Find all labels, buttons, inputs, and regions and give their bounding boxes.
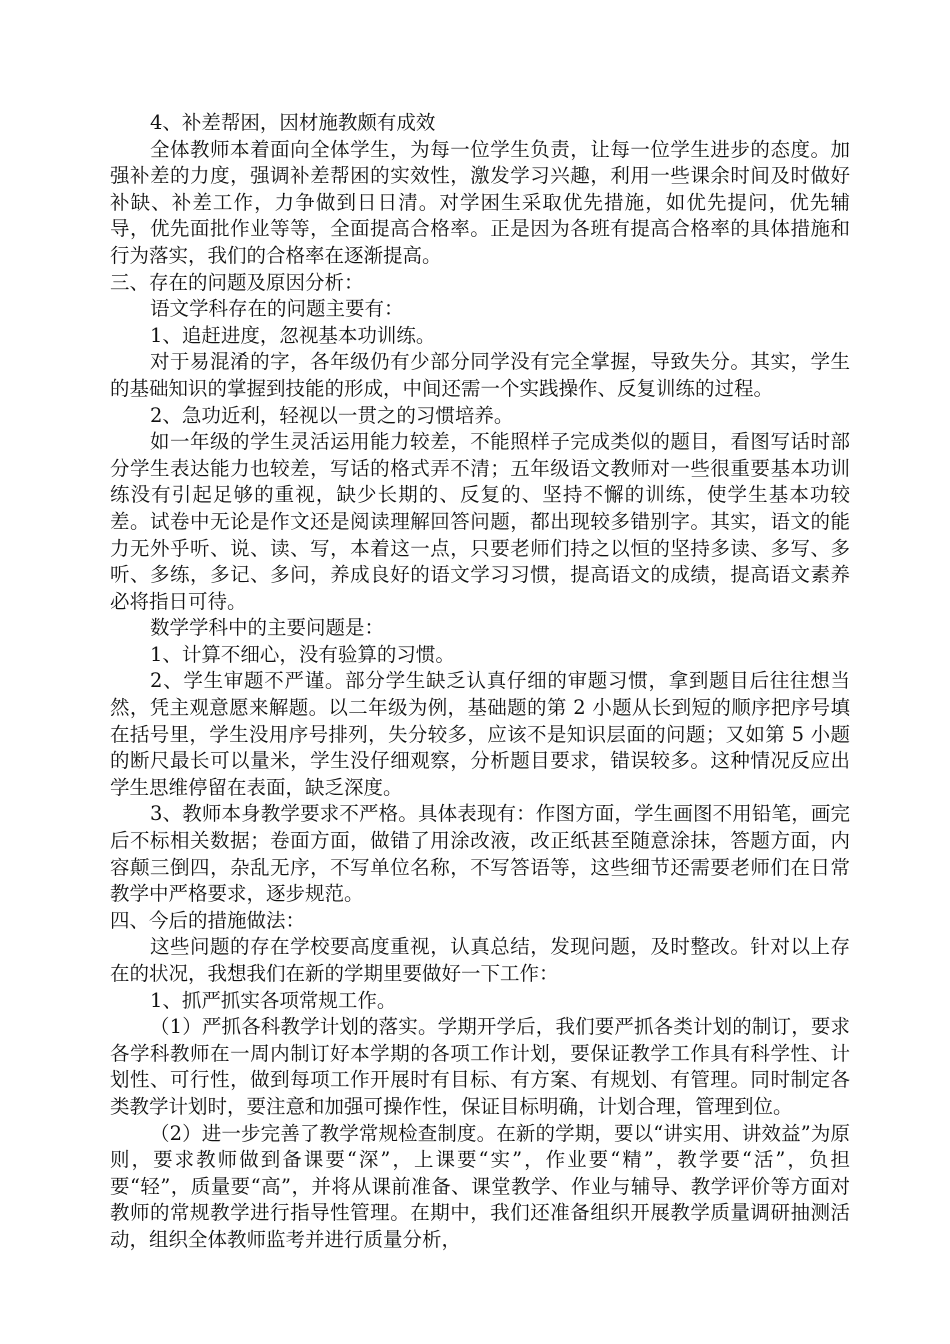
paragraph-chinese-point-2-body: 如一年级的学生灵活运用能力较差，不能照样子完成类似的题目，看图写话时部分学生表达能力也较差，写话的格式弄不清；五年级语文教师对一些很重要基本功训练没有引起足够的重视，缺少长期的、反复的、坚持不懈的训练，使学生基本功较差。试卷中无论是作文还是阅读理解回答问题，都出现较多错别字。其实，语文的能力无外乎听、说、读、写，本着这一点，只要老师们持之以恒的坚持多读、多写、多听、多练，多记、多问，养成良好的语文学习习惯，提高语文的成绩，提高语文素养必将指日可待。: [110, 430, 850, 613]
section-heading-measures: 四、今后的措施做法：: [110, 908, 306, 932]
paragraph-math-intro: 数学学科中的主要问题是：: [150, 616, 385, 640]
paragraph-remedial-body: 全体教师本着面向全体学生，为每一位学生负责，让每一位学生进步的态度。加强补差的力度，强调补差帮困的实效性，激发学习兴趣，利用一些课余时间及时做好补缺、补差工作，力争做到日日清。对学困生采取优先措施，如优先提问，优先辅导，优先面批作业等等，全面提高合格率。正是因为各班有提高合格率的具体措施和行为落实，我们的合格率在逐渐提高。: [110, 137, 850, 267]
paragraph-math-point-3: 3、教师本身教学要求不严格。具体表现有：作图方面，学生画图不用铅笔，画完后不标相关数据；卷面方面，做错了用涂改液，改正纸甚至随意涂抹，答题方面，内容颠三倒四，杂乱无序，不写单位名称，不写答语等，这些细节还需要老师们在日常教学中严格要求，逐步规范。: [110, 802, 850, 906]
paragraph-chinese-intro: 语文学科存在的问题主要有：: [150, 297, 404, 321]
paragraph-math-point-2: 2、学生审题不严谨。部分学生缺乏认真仔细的审题习惯，拿到题目后往往想当然，凭主观意愿来解题。以二年级为例，基础题的第 2 小题从长到短的顺序把序号填在括号里，学生没用序号排列，失分较多，应该不是知识层面的问题；又如第 5 小题的断尺最长可以量米，学生没仔细观察，分析题目要求，错误较多。这种情况反应出学生思维停留在表面，缺乏深度。: [110, 669, 850, 799]
paragraph-measures-intro: 这些问题的存在学校要高度重视，认真总结，发现问题，及时整改。针对以上存在的状况，我想我们在新的学期里要做好一下工作：: [110, 935, 850, 985]
paragraph-remedial-heading: 4、补差帮困，因材施教颇有成效: [150, 111, 436, 134]
paragraph-measures-sub-2: （2）进一步完善了教学常规检查制度。在新的学期，要以“讲实用、讲效益”为原则，要求教师做到备课要“深”，上课要“实”，作业要“精”，教学要“活”，负担要“轻”，质量要“高”，并将从课前准备、课堂教学、作业与辅导、教学评价等方面对教师的常规教学进行指导性管理。在期中，我们还准备组织开展教学质量调研抽测活动，组织全体教师监考并进行质量分析，: [110, 1121, 850, 1251]
document-body: [110, 110, 850, 1254]
paragraph-chinese-point-1-body: 对于易混淆的字，各年级仍有少部分同学没有完全掌握，导致失分。其实，学生的基础知识的掌握到技能的形成，中间还需一个实践操作、反复训练的过程。: [110, 350, 850, 400]
section-heading-problems: 三、存在的问题及原因分析：: [110, 270, 364, 294]
paragraph-math-point-1: 1、计算不细心，没有验算的习惯。: [150, 642, 455, 666]
paragraph-measures-sub-1: （1）严抓各科教学计划的落实。学期开学后，我们要严抓各类计划的制订，要求各学科教师在一周内制订好本学期的各项工作计划，要保证教学工作具有科学性、计划性、可行性，做到每项工作开展时有目标、有方案、有规划、有管理。同时制定各类教学计划时，要注意和加强可操作性，保证目标明确，计划合理，管理到位。: [110, 1015, 850, 1118]
paragraph-measures-point-1: 1、抓严抓实各项常规工作。: [150, 988, 397, 1012]
paragraph-chinese-point-1: 1、追赶进度，忽视基本功训练。: [150, 323, 436, 347]
paragraph-chinese-point-2: 2、急功近利，轻视以一贯之的习惯培养。: [150, 403, 514, 427]
